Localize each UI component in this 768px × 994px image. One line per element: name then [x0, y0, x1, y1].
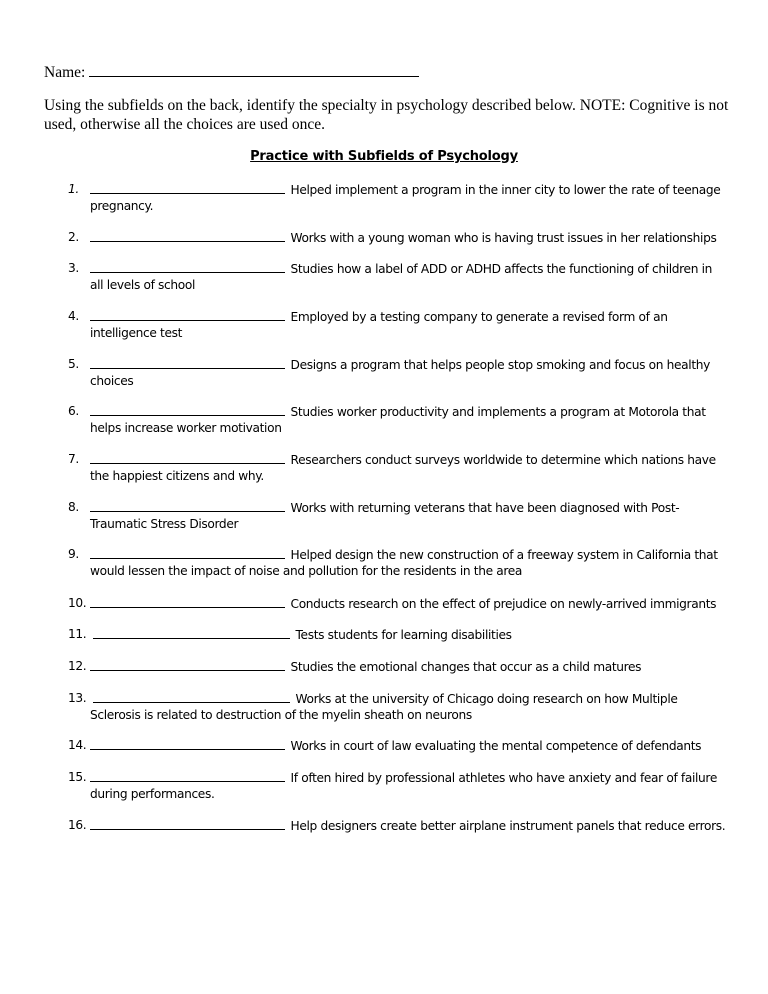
answer-blank[interactable]: [90, 595, 285, 608]
answer-blank[interactable]: [90, 181, 285, 194]
question-text: Tests students for learning disabilities: [295, 628, 512, 642]
question-text: Helped design the new construction of a freeway system in California that would lessen the impact of noise and pollution for the residents in the area: [90, 548, 718, 578]
question-number: 7.: [68, 452, 79, 466]
question-number: 10.: [68, 596, 87, 610]
name-field-row: [44, 62, 419, 82]
answer-blank[interactable]: [90, 546, 285, 559]
worksheet-title: Practice with Subfields of Psychology: [250, 149, 518, 164]
question-text: Helped implement a program in the inner city to lower the rate of teenage pregnancy.: [90, 183, 721, 213]
answer-blank[interactable]: [90, 229, 285, 242]
answer-blank[interactable]: [90, 308, 285, 321]
answer-blank[interactable]: [90, 403, 285, 416]
name-label: Name:: [44, 64, 86, 81]
name-blank-line[interactable]: [89, 62, 419, 77]
answer-blank[interactable]: [90, 356, 285, 369]
question-number: 14.: [68, 738, 87, 752]
answer-blank[interactable]: [90, 260, 285, 273]
question-item: [68, 546, 728, 579]
answer-blank[interactable]: [93, 690, 290, 703]
question-number: 4.: [68, 309, 79, 323]
question-text: Help designers create better airplane instrument panels that reduce errors.: [290, 819, 726, 833]
answer-blank[interactable]: [90, 817, 285, 830]
question-number: 5.: [68, 357, 79, 371]
answer-blank[interactable]: [93, 626, 290, 639]
question-text: If often hired by professional athletes who have anxiety and fear of failure during performances.: [90, 771, 717, 801]
question-text: Works in court of law evaluating the mental competence of defendants: [290, 739, 702, 753]
question-item: [68, 595, 728, 612]
question-item: [68, 356, 728, 389]
question-item: [68, 690, 728, 723]
answer-blank[interactable]: [90, 451, 285, 464]
question-text: Designs a program that helps people stop smoking and focus on healthy choices: [90, 358, 710, 388]
instructions: Using the subfields on the back, identify the specialty in psychology described below. NOTE: Cognitive is not used, otherwise all the choices are used once.: [44, 97, 729, 133]
question-text: Studies worker productivity and implements a program at Motorola that helps increase worker motivation: [90, 405, 706, 435]
answer-blank[interactable]: [90, 499, 285, 512]
question-item: [68, 737, 728, 754]
question-number: 2.: [68, 230, 79, 244]
question-item: [68, 451, 728, 484]
question-item: [68, 229, 728, 246]
question-item: [68, 658, 728, 675]
question-item: [68, 499, 728, 532]
answer-blank[interactable]: [90, 737, 285, 750]
question-item: [68, 817, 728, 834]
question-number: 13.: [68, 691, 87, 705]
question-text: Studies the emotional changes that occur as a child matures: [290, 660, 642, 674]
question-number: 8.: [68, 500, 79, 514]
question-number: 12.: [68, 659, 87, 673]
question-number: 3.: [68, 261, 79, 275]
question-item: [68, 626, 728, 643]
question-item: [68, 403, 728, 436]
question-number: 9.: [68, 547, 79, 561]
question-item: [68, 769, 728, 802]
question-text: Studies how a label of ADD or ADHD affects the functioning of children in all levels of school: [90, 262, 713, 292]
question-text: Works at the university of Chicago doing research on how Multiple Sclerosis is related to destruction of the myelin sheath on neurons: [90, 692, 678, 722]
question-number: 11.: [68, 627, 87, 641]
answer-blank[interactable]: [90, 769, 285, 782]
question-text: Researchers conduct surveys worldwide to determine which nations have the happiest citizens and why.: [90, 453, 716, 483]
question-item: [68, 308, 728, 341]
question-text: Employed by a testing company to generate a revised form of an intelligence test: [90, 310, 668, 340]
question-number: 16.: [68, 818, 87, 832]
question-item: [68, 260, 728, 293]
question-text: Conducts research on the effect of prejudice on newly-arrived immigrants: [290, 597, 717, 611]
question-number: 15.: [68, 770, 87, 784]
answer-blank[interactable]: [90, 658, 285, 671]
question-number: 1.: [68, 182, 79, 196]
question-text: Works with a young woman who is having trust issues in her relationships: [290, 231, 717, 245]
question-item: [68, 181, 728, 214]
question-number: 6.: [68, 404, 79, 418]
question-text: Works with returning veterans that have been diagnosed with Post-Traumatic Stress Disorder: [90, 501, 680, 531]
